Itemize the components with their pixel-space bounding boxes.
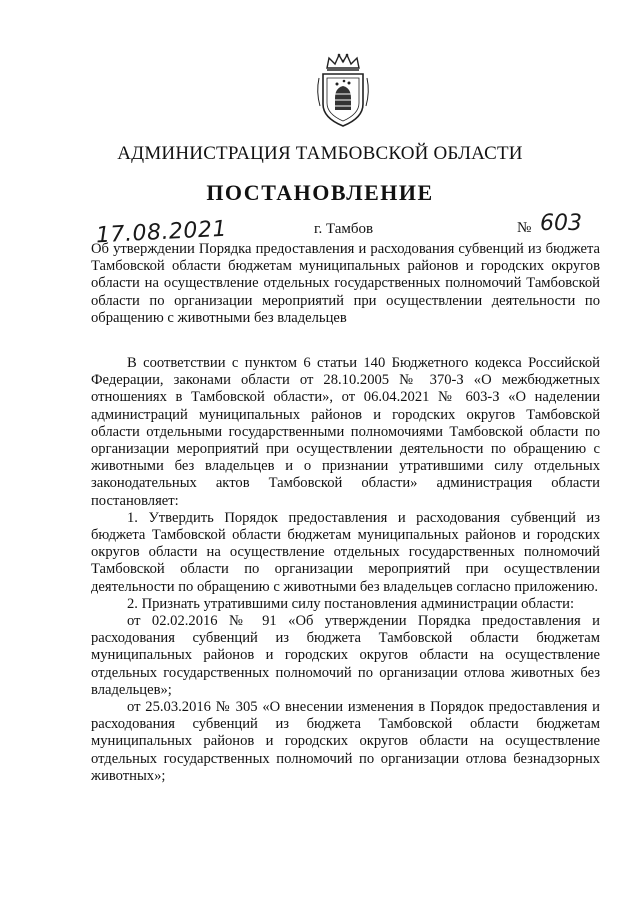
document-subject: Об утверждении Порядка предоставления и расходования субвенций из бюджета Тамбовской области бюджетам муниципальных районов и городских округов области на осуществление отдельных государственных полномочий Тамбовской области по организации мероприятий при осуществлении деятельности по обращению с животными без владельцев bbox=[91, 241, 600, 326]
body-paragraph: 1. Утвердить Порядок предоставления и расходования субвенций из бюджета Тамбовской области бюджетам муниципальных районов и городских округов области на осуществление отдельных государственных полномочий Тамбовской области по организации мероприятий при осуществлении деятельности по обращению с животными без владельцев согласно приложению. bbox=[91, 509, 600, 595]
body-paragraph: от 02.02.2016 № 91 «Об утверждении Порядка предоставления и расходования субвенций из бюджета Тамбовской области бюджетам муниципальных районов и городских округов области на осуществление отдельных государственных полномочий по организации отлова животных без владельцев»; bbox=[91, 613, 600, 698]
document-number: 603 bbox=[540, 211, 582, 236]
body-paragraph: 2. Признать утратившими силу постановления администрации области: bbox=[127, 595, 574, 612]
document-city: г. Тамбов bbox=[314, 221, 374, 237]
agency-title: АДМИНИСТРАЦИЯ ТАМБОВСКОЙ ОБЛАСТИ bbox=[117, 143, 523, 164]
document-body bbox=[91, 355, 600, 785]
document-number-label: № bbox=[517, 220, 532, 236]
document-type-title: ПОСТАНОВЛЕНИЕ bbox=[206, 180, 434, 205]
body-paragraph: В соответствии с пунктом 6 статьи 140 Бюджетного кодекса Российской Федерации, законами области от 28.10.2005 № 370-З «О межбюджетных отношениях в Тамбовской области», от 06.04.2021 № 603-З «О наделении администраций муниципальных районов и городских округов Тамбовской области отдельными государственными полномочиями Тамбовской области по организации мероприятий при осуществлении деятельности по обращению с животными без владельцев и о признании утратившими силу отдельных законодательных актов Тамбовской области» администрация области постановляет: bbox=[91, 355, 600, 509]
coat-of-arms-emblem bbox=[315, 52, 371, 128]
body-paragraph: от 25.03.2016 № 305 «О внесении изменения в Порядок предоставления и расходования субвенций из бюджета Тамбовской области бюджетам муниципальных районов и городских округов области на осуществление отдельных государственных полномочий по организации отлова безнадзорных животных»; bbox=[91, 699, 600, 784]
document-date: 17.08.2021 bbox=[95, 216, 228, 249]
